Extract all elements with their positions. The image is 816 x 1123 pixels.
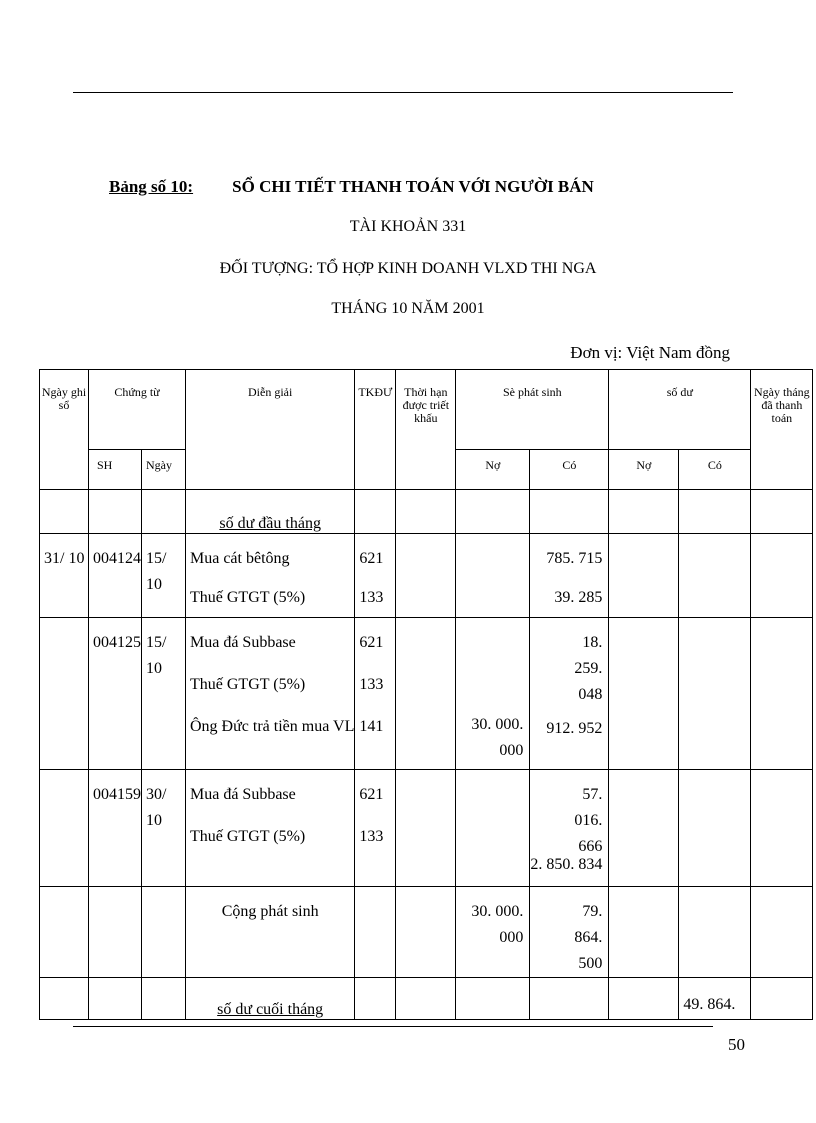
col-debit: Nợ	[456, 450, 530, 490]
col-arising: Sè phát sinh	[456, 370, 609, 450]
top-rule	[73, 92, 733, 93]
table-row: 004159 30/ 10 Mua đá Subbase Thuế GTGT (5%) 621 133 57. 016. 666 2. 850. 834	[40, 770, 813, 887]
col-account: TKĐƯ	[355, 370, 396, 490]
account-line: TÀI KHOẢN 331	[349, 218, 467, 235]
page-title: SỔ CHI TIẾT THANH TOÁN VỚI NGƯỜI BÁN	[232, 177, 594, 196]
col-sh: SH	[89, 450, 142, 490]
ledger-table	[39, 369, 813, 1020]
page-number: 50	[728, 1035, 745, 1054]
total-label: Cộng phát sinh	[221, 903, 319, 920]
col-record-date: Ngày ghi sổ	[40, 370, 89, 490]
table-row: Cộng phát sinh 30. 000. 000 79. 864. 500	[40, 887, 813, 978]
bottom-rule	[73, 1026, 713, 1027]
table-row	[40, 490, 813, 534]
col-credit: Có	[530, 450, 609, 490]
opening-balance-label: số dư đầu tháng	[219, 515, 321, 532]
table-row: 31/ 10 004124 15/ 10 Mua cát bêtông Thuế GTGT (5%) 621 133 785. 715 39. 285	[40, 534, 813, 618]
col-discount-term: Thời hạn được triết khấu	[396, 370, 456, 490]
col-description: Diễn giải	[186, 370, 355, 490]
subject-line: ĐỐI TƯỢNG: TỔ HỢP KINH DOANH VLXD THI NGA	[219, 260, 597, 277]
col-balance: số dư	[609, 370, 751, 450]
col-voucher: Chứng từ	[89, 370, 186, 450]
period-line: THÁNG 10 NĂM 2001	[331, 300, 485, 317]
col-paid-date: Ngày tháng đã thanh toán	[751, 370, 813, 490]
table-row: 004125 15/ 10 Mua đá Subbase Thuế GTGT (5%) Ông Đức trả tiền mua VL 621 133 141 30. 000. 000 18. 259. 048 912. 952	[40, 618, 813, 770]
closing-balance-label: số dư cuối tháng	[217, 1001, 324, 1018]
currency-unit: Đơn vị: Việt Nam đồng	[570, 343, 730, 362]
col-bal-credit: Có	[679, 450, 751, 490]
col-bal-debit: Nợ	[609, 450, 679, 490]
col-day: Ngày	[142, 450, 186, 490]
table-label: Bảng số 10:	[109, 177, 194, 196]
table-row: số dư cuối tháng 49. 864.	[40, 978, 813, 1020]
